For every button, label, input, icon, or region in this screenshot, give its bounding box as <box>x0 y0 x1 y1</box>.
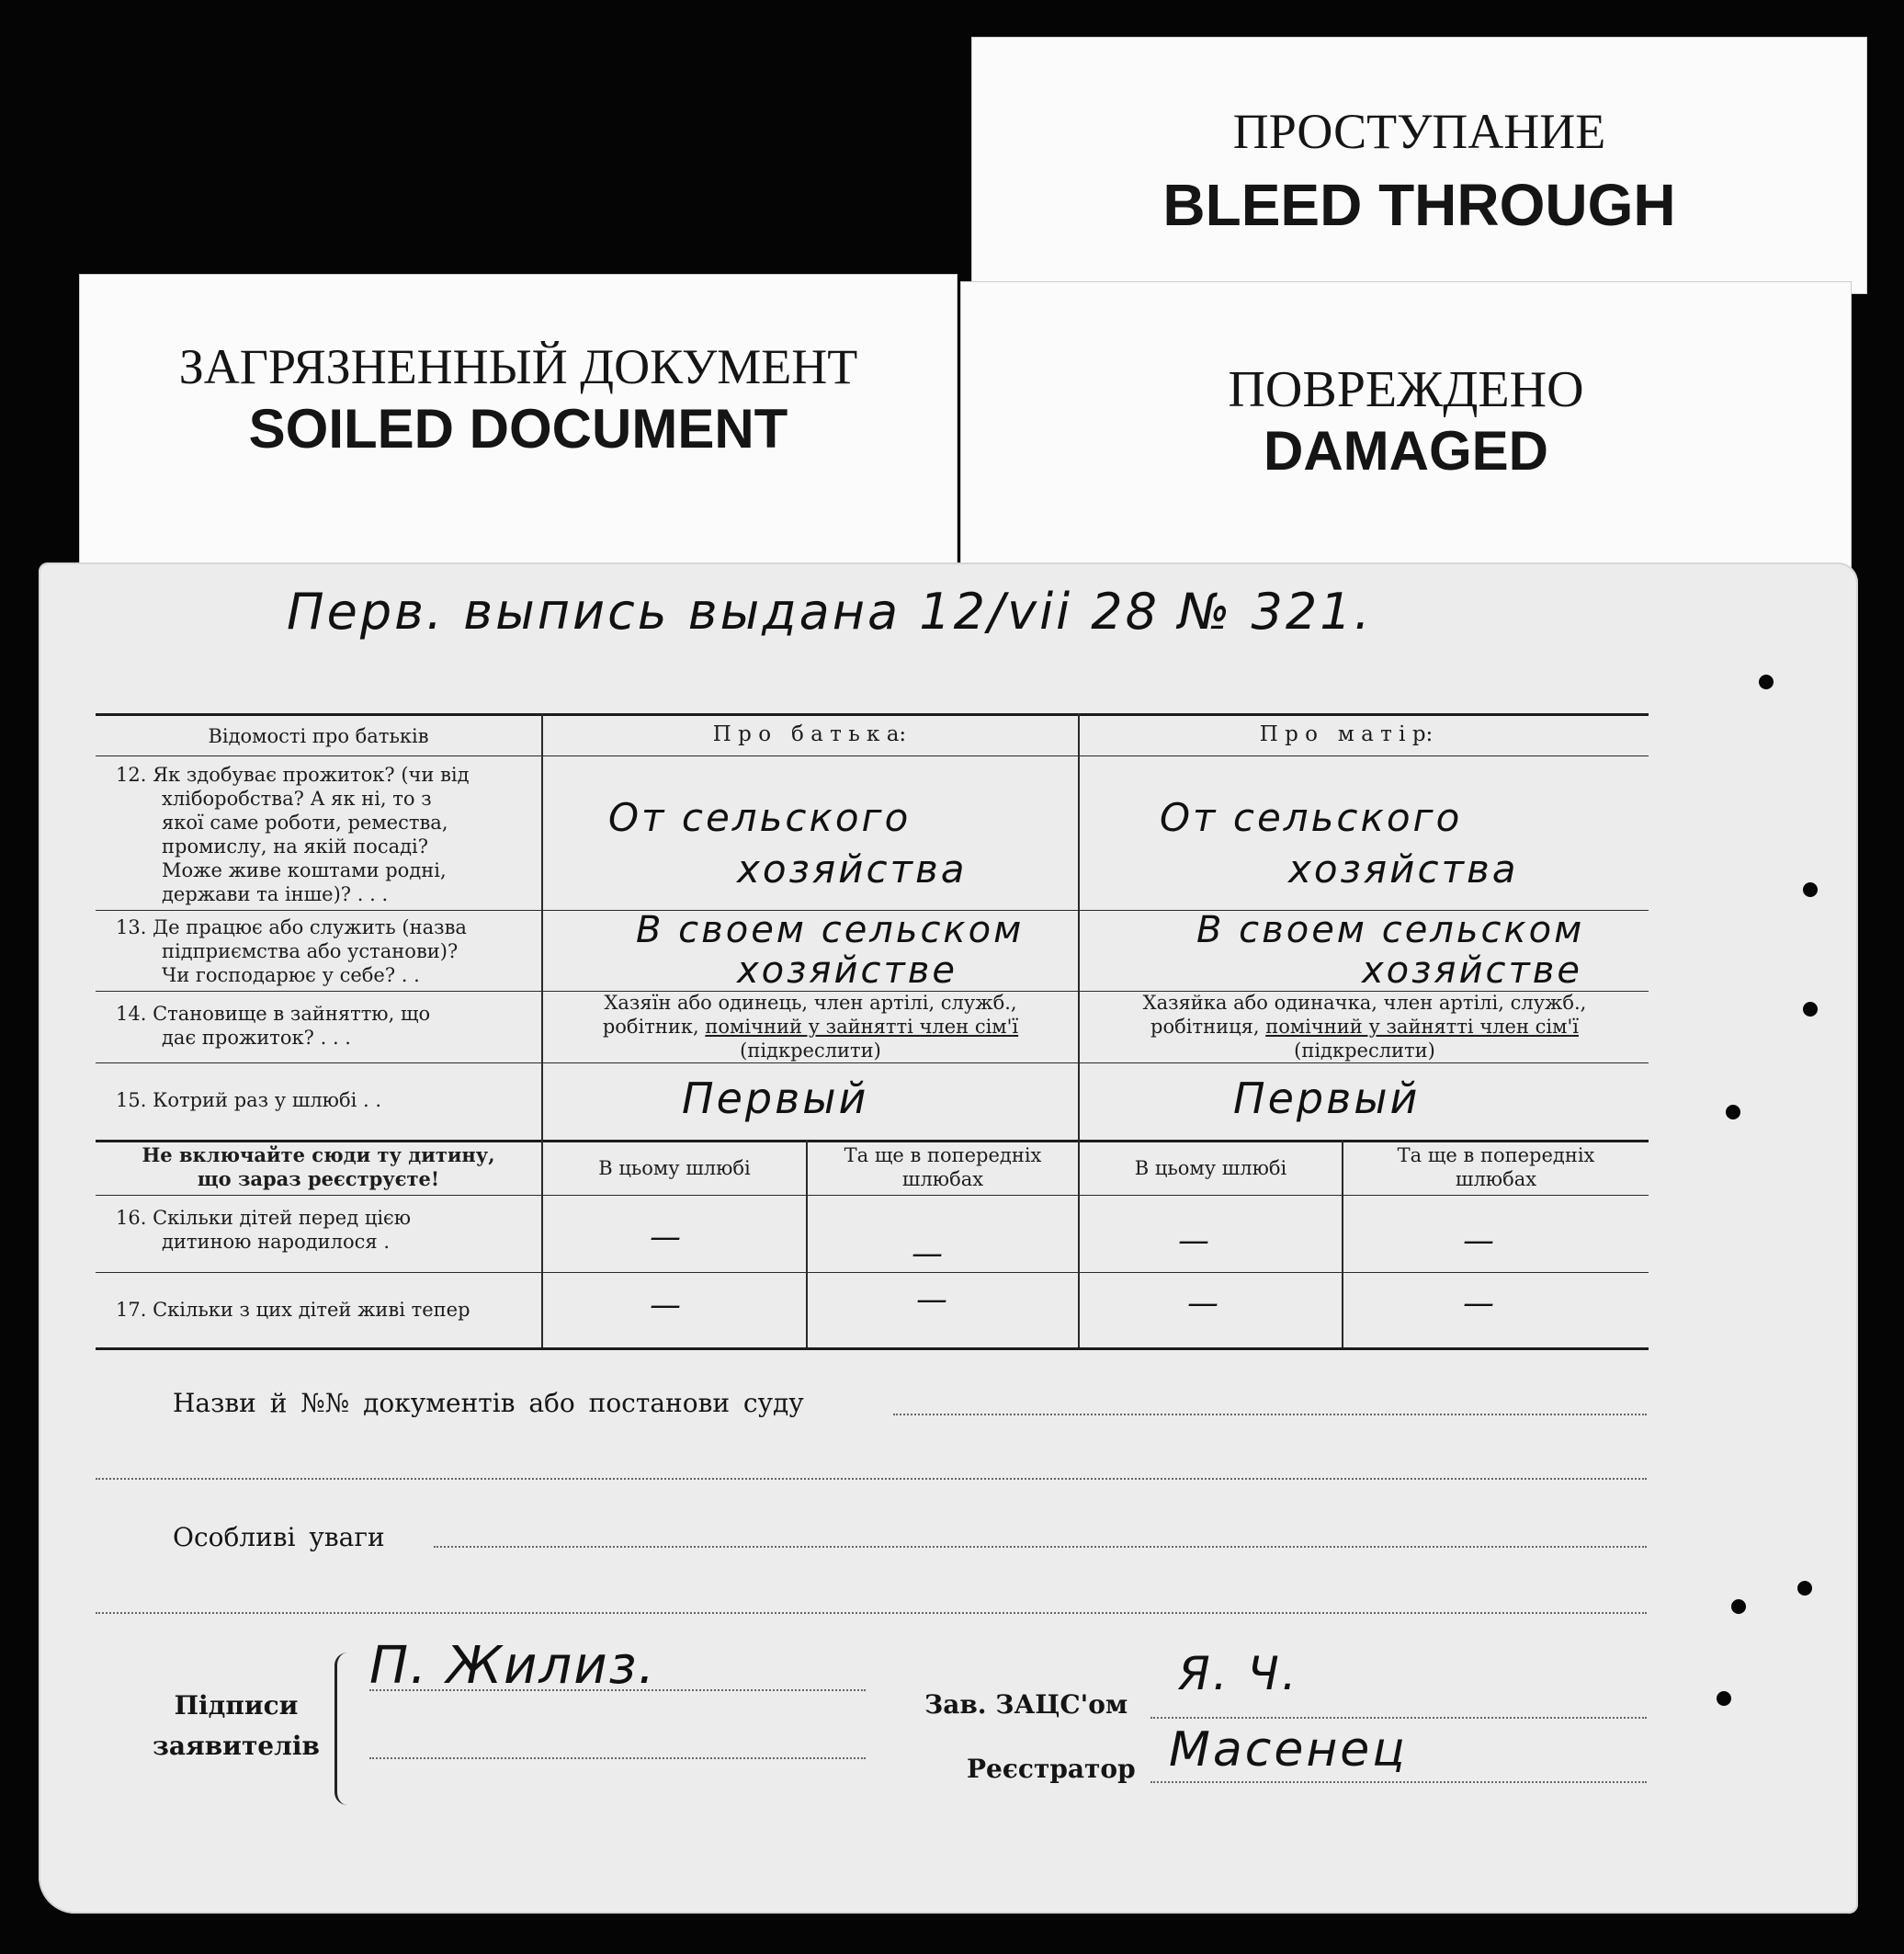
row-13-label: 13. Де працює або служить (назва підприємства або установи)? Чи господарює у себе? . . <box>116 916 467 986</box>
row-12-mother-value: От сельского хозяйства <box>1160 795 1519 892</box>
punch-hole <box>1731 1599 1746 1614</box>
damaged-label-ru: ПОВРЕЖДЕНО <box>1228 361 1584 418</box>
table-rule <box>96 1140 1649 1142</box>
row-16-value-3: — <box>1178 1222 1212 1259</box>
row-note-exclude-child: Не включайте сюди ту дитину, що зараз реєструєте! <box>142 1143 495 1190</box>
subheader-father-previous: Та ще в попередніх шлюбах <box>844 1144 1042 1190</box>
row-15-father-value: Первый <box>682 1074 869 1123</box>
punch-hole <box>1803 1002 1818 1017</box>
row-13-mother-value: В своем сельском хозяйстве <box>1196 909 1585 992</box>
punch-hole <box>1726 1105 1740 1119</box>
subheader-mother-previous: Та ще в попередніх шлюбах <box>1397 1144 1595 1190</box>
signature-brace <box>334 1653 352 1805</box>
documents-field-line <box>96 1478 1647 1480</box>
row-15-label: 15. Котрий раз у шлюбі . . <box>116 1089 382 1111</box>
zags-head-signature: Я. Ч. <box>1178 1647 1299 1700</box>
punch-hole <box>1759 675 1774 689</box>
table-rule <box>96 1195 1649 1196</box>
row-17-value-2: — <box>916 1281 950 1318</box>
documents-field-line <box>893 1414 1647 1415</box>
row-12-father-value: От сельского хозяйства <box>608 795 968 892</box>
row-17-value-1: — <box>650 1287 684 1323</box>
soiled-document-label-ru: ЗАГРЯЗНЕННЫЙ ДОКУМЕНТ <box>178 339 858 394</box>
applicant-signature: П. Жилиз. <box>369 1636 657 1696</box>
applicants-signatures-label: Підписи заявителів <box>153 1690 320 1761</box>
punch-hole <box>1797 1581 1812 1596</box>
documents-label: Назви й №№ документів або постанови суду <box>173 1388 804 1418</box>
row-12-label: 12. Як здобуває прожиток? (чи від хліборобства? А як ні, то з якої саме роботи, ремества, промислу, на якій посаді? Може живе коштами родні, держави та інше)? . . . <box>116 764 470 905</box>
zags-head-label: Зав. ЗАЦС'ом <box>924 1689 1128 1720</box>
underlined-option: помічний у зайнятті член сім'ї <box>705 1016 1019 1038</box>
subheader-father-this-marriage: В цьому шлюбі <box>598 1157 751 1179</box>
row-17-label: 17. Скільки з цих дітей живі тепер <box>116 1299 470 1321</box>
row-15-mother-value: Первый <box>1233 1074 1421 1123</box>
table-header-rule <box>96 755 1649 756</box>
applicant-signature-line <box>369 1689 866 1691</box>
table-col-divider <box>541 713 543 1347</box>
row-17-value-4: — <box>1463 1285 1497 1322</box>
soiled-document-card <box>79 274 958 568</box>
registrar-signature-line <box>1150 1781 1647 1783</box>
subheader-mother-this-marriage: В цьому шлюбі <box>1134 1157 1287 1179</box>
remarks-label: Особливі уваги <box>173 1522 385 1552</box>
remarks-field-line <box>434 1546 1647 1548</box>
punch-hole <box>1803 882 1818 897</box>
registrar-label: Реєстратор <box>967 1754 1136 1784</box>
col-header-mother: П р о м а т і р: <box>1259 722 1434 746</box>
row-14-label: 14. Становище в зайняттю, що дає прожиток? . . . <box>116 1003 431 1049</box>
damaged-label-en: DAMAGED <box>1264 420 1548 482</box>
row-16-label: 16. Скільки дітей перед цією дитиною народилося . <box>116 1207 412 1253</box>
row-17-value-3: — <box>1187 1285 1221 1322</box>
col-header-father: П р о б а т ь к а: <box>712 722 907 746</box>
row-13-father-value: В своем сельском хозяйстве <box>636 909 1025 992</box>
underlined-option: помічний у зайнятті член сім'ї <box>1265 1016 1579 1038</box>
registration-form-sheet <box>39 562 1858 1914</box>
row-16-value-2: — <box>912 1235 946 1272</box>
zags-head-signature-line <box>1150 1717 1647 1719</box>
col-header-parents-info: Відомості про батьків <box>208 725 429 747</box>
bleed-through-label-ru: ПРОСТУПАНИЕ <box>1232 104 1606 159</box>
header-handwritten-note: Перв. выпись выдана 12/vii 28 № 321. <box>287 583 1373 641</box>
punch-hole <box>1717 1691 1731 1706</box>
bleed-through-label-en: BLEED THROUGH <box>1162 172 1676 238</box>
bleed-through-card <box>971 37 1867 294</box>
soiled-document-label-en: SOILED DOCUMENT <box>248 398 788 460</box>
table-rule <box>96 1272 1649 1273</box>
remarks-field-line <box>96 1612 1647 1614</box>
row-14-father-options: Хазяїн або одинець, член артілі, служб., робітник, помічний у зайнятті член сім'ї (підкреслити) <box>602 992 1019 1062</box>
table-bottom-rule <box>96 1347 1649 1350</box>
table-rule <box>96 1062 1649 1063</box>
table-top-rule <box>96 713 1649 716</box>
applicant-signature-line <box>369 1757 866 1759</box>
row-16-value-4: — <box>1463 1222 1497 1259</box>
registrar-signature: Масенец <box>1169 1722 1408 1778</box>
row-16-value-1: — <box>650 1219 684 1255</box>
row-14-mother-options: Хазяйка або одиначка, член артілі, служб., робітниця, помічний у зайнятті член сім'ї (підкреслити) <box>1142 992 1587 1062</box>
damaged-card <box>960 281 1852 585</box>
